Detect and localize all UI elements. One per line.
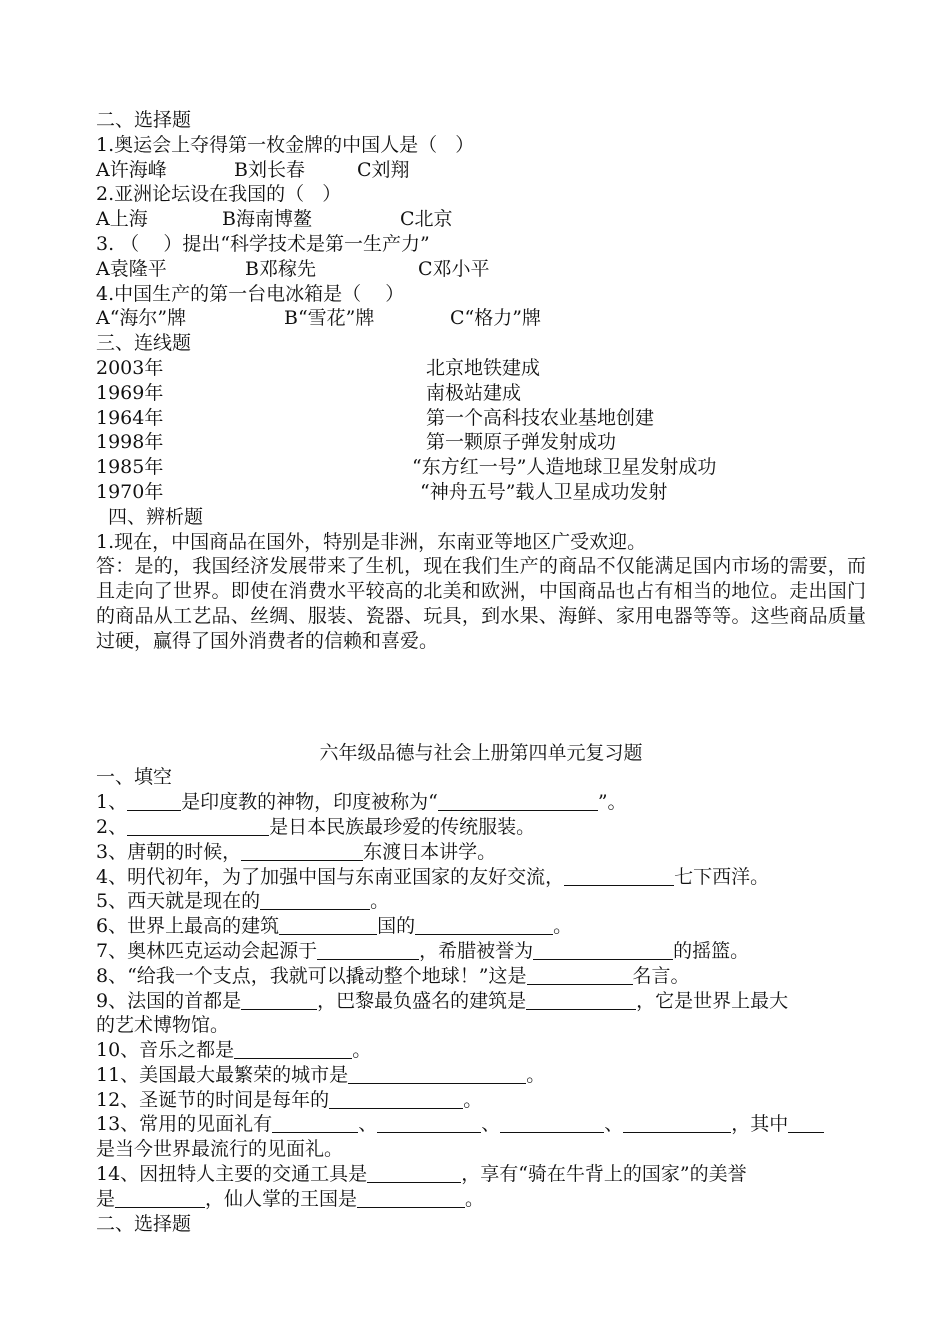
option-a: A“海尔”牌 [96, 307, 187, 330]
answer-blank[interactable] [367, 1163, 461, 1183]
fill-item-12: 12、圣诞节的时间是每年的 。 [96, 1088, 483, 1111]
fill-item-10: 10、音乐之都是 。 [96, 1039, 372, 1062]
question-4: 4.中国生产的第一台电冰箱是（ ） [96, 282, 405, 305]
fill-item-1: 1、 是印度教的神物，印度被称为“ ”。 [96, 791, 627, 814]
answer-blank[interactable] [279, 915, 377, 935]
answer-blank[interactable] [241, 841, 363, 861]
answer-blank[interactable] [357, 1188, 465, 1208]
answer-blank[interactable] [272, 1113, 358, 1133]
answer-blank[interactable] [438, 791, 598, 811]
section-title-analysis: 四、辨析题 [108, 505, 204, 528]
analysis-answer: 答：是的，我国经济发展带来了生机，现在我们生产的商品不仅能满足国内市场的需要，而且走向了世界。即使在消费水平较高的北美和欧洲，中国商品也占有相当的地位。走出国门的商品从工艺品、丝绸、服装、瓷器、玩具，到水果、海鲜、家用电器等等。这些商品质量过硬，赢得了国外消费者的信赖和喜爱。 [96, 555, 866, 652]
fill-item-11: 11、美国最大最繁荣的城市是 。 [96, 1063, 546, 1086]
options-2 [96, 207, 866, 232]
answer-blank[interactable] [526, 990, 636, 1010]
option-b: B“雪花”牌 [284, 307, 375, 330]
fill-item-2: 2、 是日本民族最珍爱的传统服装。 [96, 815, 536, 838]
option-c: C刘翔 [357, 158, 410, 181]
answer-blank[interactable] [260, 890, 370, 910]
option-c: C北京 [400, 208, 453, 231]
match-event: 北京地铁建成 [426, 356, 541, 379]
match-row [96, 430, 866, 455]
option-c: C“格力”牌 [450, 307, 541, 330]
match-event: “东方红一号”人造地球卫星发射成功 [412, 456, 717, 479]
match-event: 南极站建成 [426, 381, 522, 404]
option-c: C邓小平 [418, 257, 490, 280]
match-event: 第一个高科技农业基地创建 [426, 406, 655, 429]
analysis-question: 1.现在，中国商品在国外，特别是非洲，东南亚等地区广受欢迎。 [96, 530, 647, 553]
fill-item-8: 8、“给我一个支点，我就可以撬动整个地球！”这是 名言。 [96, 964, 690, 987]
section-title-fill: 一、填空 [96, 766, 173, 789]
fill-item-13-cont: 是当今世界最流行的见面礼。 [96, 1138, 344, 1161]
document-page [96, 108, 866, 1236]
answer-blank[interactable] [564, 866, 674, 886]
answer-blank[interactable] [527, 965, 633, 985]
match-row [96, 356, 866, 381]
answer-blank[interactable] [348, 1064, 526, 1084]
match-event: “神舟五号”载人卫星成功发射 [420, 480, 668, 503]
fill-item-14: 14、因扭特人主要的交通工具是 ，享有“骑在牛背上的国家”的美誉 [96, 1163, 747, 1186]
match-year: 2003年 [96, 356, 164, 379]
question-1: 1.奥运会上夺得第一枚金牌的中国人是（ ） [96, 133, 475, 156]
answer-blank[interactable] [241, 990, 317, 1010]
answer-blank[interactable] [623, 1113, 731, 1133]
page-title: 六年级品德与社会上册第四单元复习题 [319, 741, 643, 764]
option-b: B刘长春 [234, 158, 305, 181]
fill-item-7: 7、奥林匹克运动会起源于 ，希腊被誉为 的摇篮。 [96, 939, 750, 962]
fill-item-13: 13、常用的见面礼有 、 、 、 ，其中 [96, 1112, 866, 1137]
option-a: A上海 [96, 208, 148, 231]
match-year: 1964年 [96, 406, 164, 429]
answer-blank[interactable] [415, 915, 553, 935]
option-b: B海南博鳌 [222, 208, 312, 231]
match-row [96, 406, 866, 431]
question-3: 3. （ ）提出“科学技术是第一生产力” [96, 232, 430, 255]
options-3 [96, 257, 866, 282]
option-a: A许海峰 [96, 158, 167, 181]
answer-blank[interactable] [329, 1089, 463, 1109]
fill-item-9: 9、法国的首都是 ，巴黎最负盛名的建筑是 ，它是世界上最大 [96, 989, 789, 1012]
answer-blank[interactable] [127, 816, 269, 836]
match-year: 1985年 [96, 456, 164, 479]
section-title-matching: 三、连线题 [96, 332, 192, 355]
match-year: 1998年 [96, 431, 164, 454]
answer-blank[interactable] [788, 1113, 824, 1133]
options-4 [96, 306, 866, 331]
match-event: 第一颗原子弹发射成功 [426, 431, 617, 454]
options-1 [96, 158, 866, 183]
answer-blank[interactable] [377, 1113, 481, 1133]
match-row [96, 381, 866, 406]
answer-blank[interactable] [500, 1113, 604, 1133]
option-a: A袁隆平 [96, 257, 167, 280]
answer-blank[interactable] [533, 940, 673, 960]
match-row [96, 455, 866, 480]
answer-blank[interactable] [127, 791, 181, 811]
answer-blank[interactable] [115, 1188, 205, 1208]
answer-blank[interactable] [234, 1039, 352, 1059]
question-2: 2.亚洲论坛设在我国的（ ） [96, 183, 342, 206]
answer-blank[interactable] [317, 940, 419, 960]
fill-item-14-cont: 是 ，仙人掌的王国是 。 [96, 1187, 485, 1210]
fill-item-3: 3、唐朝的时候， 东渡日本讲学。 [96, 840, 497, 863]
fill-item-9-cont: 的艺术博物馆。 [96, 1014, 230, 1037]
match-year: 1970年 [96, 480, 164, 503]
section-title-choice: 二、选择题 [96, 109, 192, 131]
match-year: 1969年 [96, 381, 164, 404]
option-b: B邓稼先 [245, 257, 316, 280]
fill-item-5: 5、西天就是现在的 。 [96, 890, 390, 913]
fill-item-6: 6、世界上最高的建筑 国的 。 [96, 915, 573, 938]
fill-item-4: 4、明代初年，为了加强中国与东南亚国家的友好交流， 七下西洋。 [96, 865, 770, 888]
match-row [96, 480, 866, 505]
section-title-choice-2: 二、选择题 [96, 1212, 192, 1235]
spacer [96, 654, 866, 741]
